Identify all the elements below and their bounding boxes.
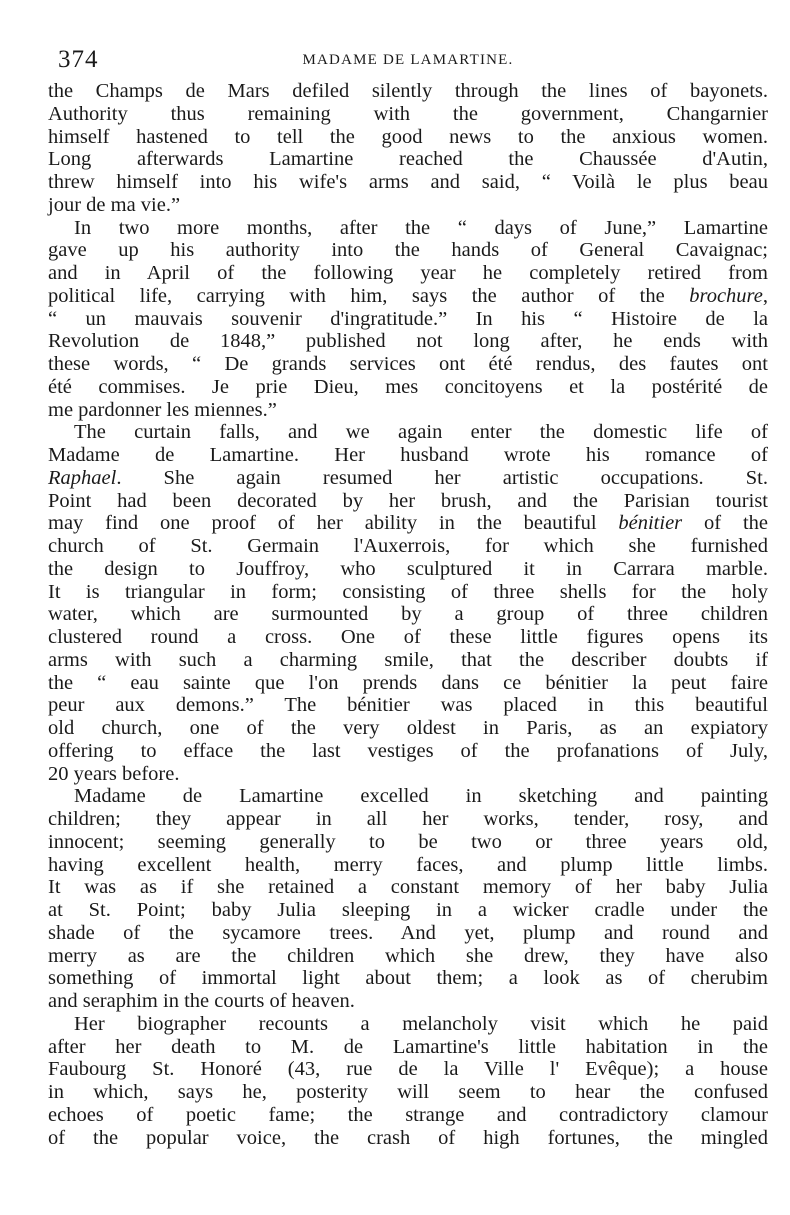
text-line: In two more months, after the “ days of June,” Lamartine bbox=[74, 216, 768, 239]
page-number: 374 bbox=[58, 46, 99, 73]
paragraph bbox=[48, 421, 768, 785]
text-line: Madame de Lamartine. Her husband wrote his romance of bbox=[48, 444, 768, 466]
text-line: It is triangular in form; consisting of three shells for the holy bbox=[48, 580, 768, 603]
text-line: Raphael. She again resumed her artistic occupations. St. bbox=[48, 466, 768, 489]
text-line: threw himself into his wife's arms and said, “ Voilà le plus beau bbox=[48, 171, 768, 193]
text-line: Authority thus remaining with the government, Changarnier bbox=[48, 102, 768, 125]
text-line: offering to efface the last vestiges of the profanations of July, bbox=[48, 739, 768, 762]
text-line: after her death to M. de Lamartine's little habitation in the bbox=[48, 1035, 768, 1058]
text-line: innocent; seeming generally to be two or three years old, bbox=[48, 830, 768, 853]
text-line: It was as if she retained a constant memory of her baby Julia bbox=[48, 876, 768, 899]
text-line: Her biographer recounts a melancholy visit which he paid bbox=[74, 1012, 768, 1035]
text-line: having excellent health, merry faces, and plump little limbs. bbox=[48, 853, 768, 876]
text-line: echoes of poetic fame; the strange and contradictory clamour bbox=[48, 1103, 768, 1126]
text-line: something of immortal light about them; a look as of cherubim bbox=[48, 967, 768, 990]
text-line: at St. Point; baby Julia sleeping in a wicker cradle under the bbox=[48, 899, 768, 921]
text-line: of the popular voice, the crash of high fortunes, the mingled bbox=[48, 1126, 768, 1149]
text-line: clustered round a cross. One of these little figures opens its bbox=[48, 626, 768, 648]
text-line: “ un mauvais souvenir d'ingratitude.” In his “ Histoire de la bbox=[48, 307, 768, 330]
text-line: merry as are the children which she drew, they have also bbox=[48, 944, 768, 967]
body-text bbox=[48, 80, 768, 1149]
text-line: and in April of the following year he completely retired from bbox=[48, 262, 768, 284]
text-line: Long afterwards Lamartine reached the Chaussée d'Autin, bbox=[48, 148, 768, 171]
text-line: jour de ma vie.” bbox=[48, 193, 181, 216]
book-page bbox=[48, 40, 768, 1149]
text-line: gave up his authority into the hands of General Cavaignac; bbox=[48, 239, 768, 262]
paragraph bbox=[48, 217, 768, 422]
page-header bbox=[48, 40, 768, 80]
text-line: and seraphim in the courts of heaven. bbox=[48, 990, 355, 1012]
paragraph bbox=[48, 80, 768, 217]
text-line: Madame de Lamartine excelled in sketching and painting bbox=[74, 785, 768, 808]
text-line: the design to Jouffroy, who sculptured it in Carrara marble. bbox=[48, 557, 768, 580]
text-line: shade of the sycamore trees. And yet, plump and round and bbox=[48, 921, 768, 944]
text-line: the “ eau sainte que l'on prends dans ce bénitier la peut faire bbox=[48, 671, 768, 694]
text-line: me pardonner les miennes.” bbox=[48, 398, 277, 421]
paragraph bbox=[48, 785, 768, 1013]
text-line: old church, one of the very oldest in Paris, as an expiatory bbox=[48, 717, 768, 739]
text-line: himself hastened to tell the good news to the anxious women. bbox=[48, 125, 768, 148]
text-line: in which, says he, posterity will seem to hear the confused bbox=[48, 1081, 768, 1103]
text-line: children; they appear in all her works, tender, rosy, and bbox=[48, 808, 768, 830]
text-line: Revolution de 1848,” published not long after, he ends with bbox=[48, 330, 768, 353]
text-line: arms with such a charming smile, that the describer doubts if bbox=[48, 648, 768, 671]
text-line: water, which are surmounted by a group of three children bbox=[48, 603, 768, 626]
text-line: these words, “ De grands services ont été rendus, des fautes ont bbox=[48, 353, 768, 375]
running-title: MADAME DE LAMARTINE. bbox=[302, 52, 514, 68]
text-line: Point had been decorated by her brush, and the Parisian tourist bbox=[48, 489, 768, 512]
text-line: may find one proof of her ability in the beautiful bénitier of the bbox=[48, 512, 768, 535]
text-line: the Champs de Mars defiled silently through the lines of bayonets. bbox=[48, 80, 768, 102]
text-line: political life, carrying with him, says the author of the brochure, bbox=[48, 284, 768, 307]
paragraph bbox=[48, 1013, 768, 1150]
text-line: church of St. Germain l'Auxerrois, for which she furnished bbox=[48, 535, 768, 557]
text-line: Faubourg St. Honoré (43, rue de la Ville l' Evêque); a house bbox=[48, 1058, 768, 1081]
text-line: été commises. Je prie Dieu, mes concitoyens et la postérité de bbox=[48, 375, 768, 398]
text-line: The curtain falls, and we again enter the domestic life of bbox=[74, 421, 768, 444]
text-line: 20 years before. bbox=[48, 762, 180, 785]
text-line: peur aux demons.” The bénitier was placed in this beautiful bbox=[48, 694, 768, 717]
